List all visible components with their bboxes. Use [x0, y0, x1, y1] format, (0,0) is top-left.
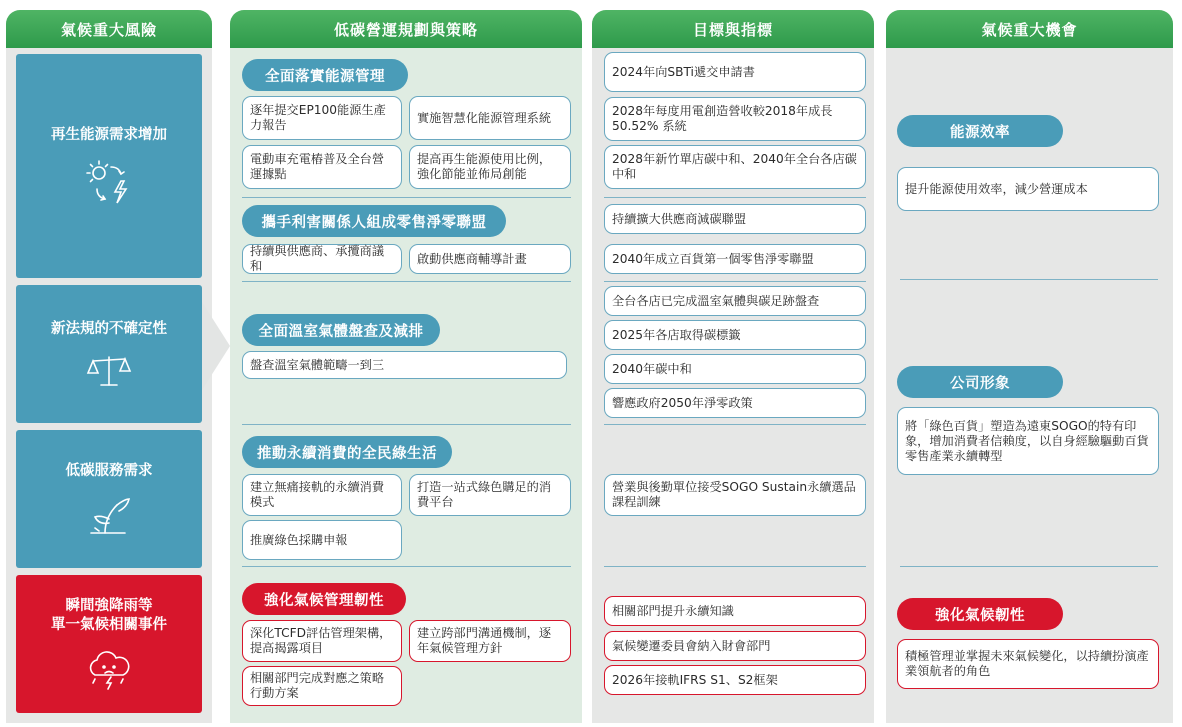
risk-label-line2: 單一氣候相關事件: [51, 617, 167, 633]
separator: [242, 197, 571, 198]
target-item: 持續擴大供應商減碳聯盟: [604, 204, 866, 234]
strategy-item: 持續與供應商、承攬商議和: [242, 244, 402, 274]
strategy-item: 建立跨部門溝通機制，逐年氣候管理方針: [409, 620, 571, 662]
risk-renewable-demand: [16, 54, 202, 278]
separator: [604, 281, 866, 282]
strategy-item: 推廣綠色採購申報: [242, 520, 402, 560]
scales-icon: [85, 353, 133, 389]
strategy-item: 逐年提交EP100能源生產力報告: [242, 96, 402, 140]
strategy-item: 電動車充電樁普及全台營運據點: [242, 145, 402, 189]
risk-label: 新法規的不確定性: [51, 320, 167, 337]
target-item: 氣候變遷委員會納入財會部門: [604, 631, 866, 661]
target-item: 2040年碳中和: [604, 354, 866, 384]
risk-low-carbon-demand: [16, 430, 202, 568]
header-targets: 目標與指標: [592, 10, 874, 48]
strategy-item: 打造一站式綠色購足的消費平台: [409, 474, 571, 516]
strategy-item: 相關部門完成對應之策略行動方案: [242, 666, 402, 706]
opportunity-title: 公司形象: [897, 366, 1063, 398]
target-item: 2026年接軌IFRS S1、S2框架: [604, 665, 866, 695]
separator: [242, 566, 571, 567]
header-risks: 氣候重大風險: [6, 10, 212, 48]
target-item: 2040年成立百貨第一個零售淨零聯盟: [604, 244, 866, 274]
target-item: 營業與後勤單位接受SOGO Sustain永續選品課程訓練: [604, 474, 866, 516]
strategy-item: 深化TCFD評估管理架構，提高揭露項目: [242, 620, 402, 662]
header-strategy: 低碳營運規劃與策略: [230, 10, 582, 48]
separator: [900, 566, 1158, 567]
strategy-consumption-title: 推動永續消費的全民綠生活: [242, 436, 452, 468]
target-item: 響應政府2050年淨零政策: [604, 388, 866, 418]
header-opportunities: 氣候重大機會: [886, 10, 1173, 48]
separator: [604, 197, 866, 198]
risk-label-line1: 瞬間強降雨等: [65, 598, 153, 614]
strategy-item: 提高再生能源使用比例，強化節能並佈局創能: [409, 145, 571, 189]
target-item: 2028年新竹單店碳中和、2040年全台各店碳中和: [604, 145, 866, 189]
renewable-energy-icon: [83, 159, 135, 207]
opportunity-desc: 提升能源使用效率，減少營運成本: [897, 167, 1159, 211]
target-item: 2024年向SBTi遞交申請書: [604, 52, 866, 92]
strategy-resilience-title: 強化氣候管理韌性: [242, 583, 406, 615]
sprout-icon: [85, 495, 133, 537]
risk-label: 低碳服務需求: [65, 462, 153, 479]
strategy-alliance-title: 攜手利害關係人組成零售淨零聯盟: [242, 205, 506, 237]
separator: [900, 279, 1158, 280]
separator: [242, 281, 571, 282]
risk-label: 再生能源需求增加: [51, 126, 167, 143]
storm-cloud-icon: [83, 649, 135, 691]
separator: [242, 424, 571, 425]
opportunity-desc: 將「綠色百貨」塑造為遠東SOGO的特有印象，增加消費者信賴度，以自身經驗驅動百貨零售產業永續轉型: [897, 407, 1159, 475]
target-item: 2025年各店取得碳標籤: [604, 320, 866, 350]
strategy-ghg-title: 全面溫室氣體盤查及減排: [242, 314, 440, 346]
opportunity-title: 能源效率: [897, 115, 1063, 147]
strategy-item: 建立無痛接軌的永續消費模式: [242, 474, 402, 516]
risk-extreme-weather: [16, 575, 202, 713]
target-item: 2028年每度用電創造營收較2018年成長50.52% 系統: [604, 97, 866, 141]
target-item: 全台各店已完成溫室氣體與碳足跡盤查: [604, 286, 866, 316]
strategy-item: 啟動供應商輔導計畫: [409, 244, 571, 274]
strategy-item: 實施智慧化能源管理系統: [409, 96, 571, 140]
strategy-energy-title: 全面落實能源管理: [242, 59, 408, 91]
opportunity-desc: 積極管理並掌握未來氣候變化，以持續扮演產業領航者的角色: [897, 639, 1159, 689]
connector-arrow: [202, 302, 230, 390]
opportunity-title: 強化氣候韌性: [897, 598, 1063, 630]
strategy-item: 盤查溫室氣體範疇一到三: [242, 351, 567, 379]
separator: [604, 424, 866, 425]
separator: [604, 566, 866, 567]
target-item: 相關部門提升永續知識: [604, 596, 866, 626]
risk-regulation-uncertainty: [16, 285, 202, 423]
